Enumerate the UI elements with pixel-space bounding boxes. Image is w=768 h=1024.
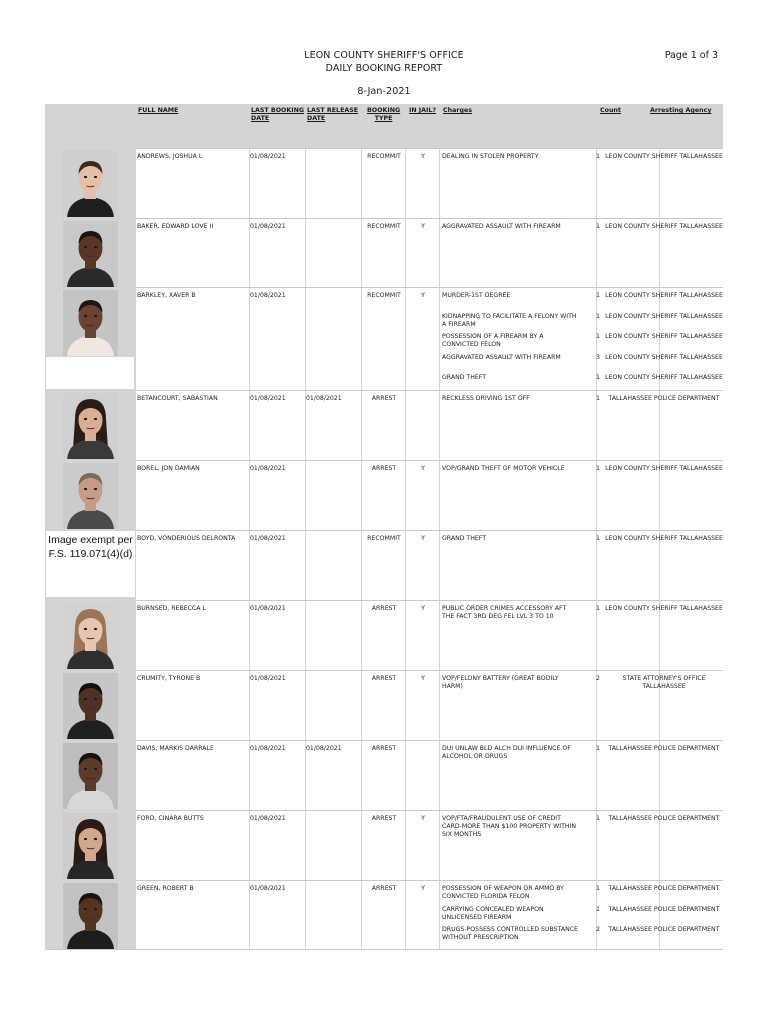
booking-type: RECOMMIT xyxy=(367,223,401,230)
mugshot-image xyxy=(63,743,118,809)
exempt-line-2: F.S. 119.071(4)(d) xyxy=(48,548,133,560)
mugshot-photo xyxy=(63,221,118,287)
booking-type: RECOMMIT xyxy=(367,535,401,542)
charge-count: 3 xyxy=(596,353,600,361)
mugshot-left-eye xyxy=(84,418,87,420)
row-cells xyxy=(136,460,723,531)
full-name: ANDREWS, JOSHUA L xyxy=(137,153,203,160)
charge-count: 1 xyxy=(596,153,600,160)
in-jail: Y xyxy=(421,605,425,612)
last-booking-date: 01/08/2021 xyxy=(250,745,286,752)
charge-count: 1 xyxy=(596,395,600,402)
col-in-jail: IN JAIL? xyxy=(409,107,437,114)
charge: KIDNAPPING TO FACILITATE A FELONY WITH A FIREARM xyxy=(442,312,577,328)
table-row xyxy=(45,287,723,390)
in-jail: Y xyxy=(421,223,425,230)
booking-type: ARREST xyxy=(371,395,397,402)
last-booking-date: 01/08/2021 xyxy=(250,395,286,402)
photo-cell xyxy=(45,600,136,670)
booking-table xyxy=(45,104,723,950)
mugshot-left-eye xyxy=(84,768,87,770)
mugshot-image xyxy=(63,883,118,949)
charge: POSSESSION OF A FIREARM BY A CONVICTED FELON xyxy=(442,333,544,348)
column-divider xyxy=(439,288,440,391)
last-booking-date: 01/08/2021 xyxy=(250,605,286,612)
exempt-line-1: Image exempt per xyxy=(48,534,133,546)
mugshot-image xyxy=(63,290,118,356)
photo-cell xyxy=(45,530,136,600)
arresting-agency: LEON COUNTY SHERIFF TALLAHASSEE xyxy=(605,535,723,542)
photo-cell xyxy=(45,810,136,880)
full-name: FORD, CINARA BUTTS xyxy=(137,815,204,822)
mugshot-right-eye xyxy=(94,768,97,770)
report-title: DAILY BOOKING REPORT xyxy=(325,63,443,74)
office-title: LEON COUNTY SHERIFF'S OFFICE xyxy=(304,50,464,61)
column-divider xyxy=(249,288,250,391)
col-last-release-date xyxy=(307,107,358,123)
full-name: BAKER, EDWARD LOVE II xyxy=(137,223,214,230)
col-last-release-line1: LAST RELEASE xyxy=(307,107,359,114)
column-divider xyxy=(305,219,306,288)
charge-count: 1 xyxy=(596,885,600,892)
table-row xyxy=(45,810,723,880)
mugshot-right-eye xyxy=(94,176,97,178)
column-divider xyxy=(439,881,440,950)
mugshot-image xyxy=(63,603,118,669)
charge-count: 1 xyxy=(596,292,600,299)
booking-type: ARREST xyxy=(371,815,397,822)
column-divider xyxy=(439,671,440,741)
booking-type: RECOMMIT xyxy=(367,292,401,299)
in-jail: Y xyxy=(421,292,425,299)
last-booking-date: 01/08/2021 xyxy=(250,153,286,160)
row-cells xyxy=(136,880,723,950)
charge-count: 1 xyxy=(596,333,600,340)
report-date: 8-Jan-2021 xyxy=(357,86,411,97)
column-divider xyxy=(305,671,306,741)
mugshot-right-eye xyxy=(94,838,97,840)
table-row xyxy=(45,460,723,530)
col-booking-line1: BOOKING xyxy=(367,107,401,114)
charge: MURDER-1ST DEGREE xyxy=(442,292,511,299)
arresting-agency: TALLAHASSEE POLICE DEPARTMENT xyxy=(608,745,720,752)
mugshot-photo xyxy=(63,883,118,949)
charge-count: 1 xyxy=(596,815,600,822)
charge: DUI UNLAW BLD ALCH DUI INFLUENCE OF ALCOHOL OR DRUGS xyxy=(442,745,571,760)
in-jail: Y xyxy=(421,815,425,822)
mugshot-image xyxy=(63,151,118,217)
blank-photo-area xyxy=(46,357,134,389)
last-booking-date: 01/08/2021 xyxy=(250,885,286,892)
table-row xyxy=(45,880,723,949)
arresting-agency: TALLAHASSEE POLICE DEPARTMENT xyxy=(608,815,720,822)
charge: VOP/FTA/FRAUDULENT USE OF CREDIT CARD-MORE THAN $100 PROPERTY WITHIN SIX MONTHS xyxy=(442,815,576,838)
arresting-agency: TALLAHASSEE POLICE DEPARTMENT xyxy=(608,926,720,933)
column-divider xyxy=(439,461,440,531)
col-last-booking-line1: LAST BOOKING xyxy=(251,107,305,114)
arresting-agency: LEON COUNTY SHERIFF TALLAHASSEE xyxy=(605,465,723,472)
col-last-booking-date xyxy=(251,107,304,123)
table-row xyxy=(45,530,723,600)
row-cells xyxy=(136,287,723,391)
in-jail: Y xyxy=(421,675,425,682)
table-row xyxy=(45,218,723,287)
charge-count: 1 xyxy=(596,745,600,752)
row-cells xyxy=(136,670,723,741)
photo-cell xyxy=(45,880,136,949)
column-divider xyxy=(439,391,440,461)
mugshot-left-eye xyxy=(84,628,87,630)
mugshot-left-eye xyxy=(84,176,87,178)
mugshot-right-eye xyxy=(94,698,97,700)
last-booking-date: 01/08/2021 xyxy=(250,815,286,822)
mugshot-right-eye xyxy=(94,628,97,630)
column-divider xyxy=(439,741,440,811)
mugshot-photo xyxy=(63,743,118,809)
row-cells xyxy=(136,600,723,671)
column-divider xyxy=(439,149,440,219)
col-charges: Charges xyxy=(443,107,472,114)
in-jail: Y xyxy=(421,465,425,472)
row-cells xyxy=(136,740,723,811)
full-name: BETANCOURT, SABASTIAN xyxy=(137,395,218,402)
mugshot-left-eye xyxy=(84,488,87,490)
last-release-date: 01/08/2021 xyxy=(306,745,342,752)
full-name: DAVIS, MARKIS DARRALE xyxy=(137,745,214,752)
booking-type: ARREST xyxy=(371,745,397,752)
column-divider xyxy=(439,811,440,881)
mugshot-left-eye xyxy=(84,246,87,248)
photo-cell xyxy=(45,287,136,390)
charge-count: 1 xyxy=(596,605,600,612)
last-booking-date: 01/08/2021 xyxy=(250,223,286,230)
table-row xyxy=(45,600,723,670)
in-jail: Y xyxy=(421,535,425,542)
column-divider xyxy=(305,601,306,671)
table-header xyxy=(45,104,723,148)
charge: GRAND THEFT xyxy=(442,535,487,542)
photo-cell xyxy=(45,148,136,218)
mugshot-right-eye xyxy=(94,488,97,490)
column-divider xyxy=(305,288,306,391)
column-divider xyxy=(305,531,306,601)
col-booking-type xyxy=(367,107,400,123)
full-name: BOREL, JON DAMIAN xyxy=(137,465,200,472)
full-name: BARKLEY, XAVER B xyxy=(137,292,196,299)
charge-count: 1 xyxy=(596,465,600,472)
mugshot-left-eye xyxy=(84,838,87,840)
last-booking-date: 01/08/2021 xyxy=(250,535,286,542)
mugshot-right-eye xyxy=(94,418,97,420)
row-cells xyxy=(136,148,723,219)
table-row xyxy=(45,390,723,460)
in-jail: Y xyxy=(421,885,425,892)
table-row xyxy=(45,148,723,218)
mugshot-photo xyxy=(63,673,118,739)
col-arresting-agency: Arresting Agency xyxy=(650,107,712,114)
column-divider xyxy=(439,601,440,671)
mugshot-image xyxy=(63,813,118,879)
mugshot-photo xyxy=(63,463,118,529)
column-divider xyxy=(305,811,306,881)
charge-count: 1 xyxy=(596,374,600,381)
mugshot-image xyxy=(63,393,118,459)
arresting-agency: LEON COUNTY SHERIFF TALLAHASSEE xyxy=(605,223,723,230)
mugshot-left-eye xyxy=(84,908,87,910)
last-release-date: 01/08/2021 xyxy=(306,395,342,402)
charge: VOP/FELONY BATTERY (GREAT BODILY HARM) xyxy=(442,675,559,690)
col-full-name: FULL NAME xyxy=(138,107,179,114)
mugshot-image xyxy=(63,221,118,287)
arresting-agency: LEON COUNTY SHERIFF TALLAHASSEE xyxy=(605,333,723,340)
charge: CARRYING CONCEALED WEAPON UNLICENSED FIREARM xyxy=(442,905,544,921)
arresting-agency: LEON COUNTY SHERIFF TALLAHASSEE xyxy=(605,353,723,361)
charge: RECKLESS DRIVING 1ST OFF xyxy=(442,395,530,402)
mugshot-photo xyxy=(63,393,118,459)
arresting-agency: TALLAHASSEE POLICE DEPARTMENT xyxy=(608,905,720,913)
charge-count: 1 xyxy=(596,312,600,320)
table-row xyxy=(45,740,723,810)
mugshot-photo xyxy=(63,813,118,879)
full-name: BOYD, VONDERIOUS DELRONTA xyxy=(137,535,236,542)
column-divider xyxy=(405,288,406,391)
mugshot-photo xyxy=(63,290,118,356)
full-name: CRUMITY, TYRONE B xyxy=(137,675,201,682)
mugshot-right-eye xyxy=(94,908,97,910)
arresting-agency: LEON COUNTY SHERIFF TALLAHASSEE xyxy=(605,605,723,612)
mugshot-left-eye xyxy=(84,315,87,317)
table-row xyxy=(45,670,723,740)
col-last-release-line2: DATE xyxy=(307,115,326,122)
row-cells xyxy=(136,530,723,601)
page-number: Page 1 of 3 xyxy=(664,50,718,61)
arresting-agency: STATE ATTORNEY'S OFFICE TALLAHASSEE xyxy=(622,675,706,690)
charge: AGGRAVATED ASSAULT WITH FIREARM xyxy=(442,223,561,230)
charge-count: 1 xyxy=(596,223,600,230)
photo-cell xyxy=(45,390,136,460)
photo-cell xyxy=(45,740,136,810)
charge: DRUGS-POSSESS CONTROLLED SUBSTANCE WITHOUT PRESCRIPTION xyxy=(442,926,578,941)
charge: PUBLIC ORDER CRIMES ACCESSORY AFT THE FACT 3RD DEG FEL LVL 3 TO 10 xyxy=(442,605,567,620)
column-divider xyxy=(439,531,440,601)
full-name: BURNSED, REBECCA L xyxy=(137,605,206,612)
mugshot-image xyxy=(63,673,118,739)
arresting-agency: LEON COUNTY SHERIFF TALLAHASSEE xyxy=(605,312,723,320)
photo-cell xyxy=(45,218,136,287)
full-name: GREEN, ROBERT B xyxy=(137,885,194,892)
photo-cell xyxy=(45,460,136,530)
row-cells xyxy=(136,810,723,881)
row-cells xyxy=(136,390,723,461)
last-booking-date: 01/08/2021 xyxy=(250,675,286,682)
column-divider xyxy=(361,288,362,391)
charge: GRAND THEFT xyxy=(442,374,487,381)
mugshot-image xyxy=(63,463,118,529)
arresting-agency: LEON COUNTY SHERIFF TALLAHASSEE xyxy=(605,374,723,381)
arresting-agency: LEON COUNTY SHERIFF TALLAHASSEE xyxy=(605,292,723,299)
photo-cell xyxy=(45,670,136,740)
column-divider xyxy=(305,461,306,531)
last-booking-date: 01/08/2021 xyxy=(250,292,286,299)
last-booking-date: 01/08/2021 xyxy=(250,465,286,472)
charge-count: 1 xyxy=(596,905,600,913)
booking-type: ARREST xyxy=(371,465,397,472)
image-exempt-notice xyxy=(46,531,135,597)
mugshot-left-eye xyxy=(84,698,87,700)
charge: VOP/GRAND THEFT OF MOTOR VEHICLE xyxy=(442,465,565,472)
arresting-agency: TALLAHASSEE POLICE DEPARTMENT xyxy=(608,885,720,892)
mugshot-photo xyxy=(63,603,118,669)
column-divider xyxy=(305,149,306,219)
mugshot-right-eye xyxy=(94,315,97,317)
col-last-booking-line2: DATE xyxy=(251,115,270,122)
in-jail: Y xyxy=(421,153,425,160)
booking-type: ARREST xyxy=(371,675,397,682)
charge: DEALING IN STOLEN PROPERTY xyxy=(442,153,539,160)
charge: AGGRAVATED ASSAULT WITH FIREARM xyxy=(442,353,561,361)
mugshot-right-eye xyxy=(94,246,97,248)
col-booking-line2: TYPE xyxy=(374,115,393,122)
row-cells xyxy=(136,218,723,288)
booking-type: RECOMMIT xyxy=(367,153,401,160)
charge: POSSESSION OF WEAPON OR AMMO BY CONVICTED FLORIDA FELON xyxy=(442,885,564,900)
charge-count: 2 xyxy=(596,675,600,682)
column-divider xyxy=(305,881,306,950)
col-count: Count xyxy=(600,107,621,114)
booking-type: ARREST xyxy=(371,885,397,892)
arresting-agency: TALLAHASSEE POLICE DEPARTMENT xyxy=(608,395,720,402)
charge-count: 2 xyxy=(596,926,600,933)
arresting-agency: LEON COUNTY SHERIFF TALLAHASSEE xyxy=(605,153,723,160)
mugshot-photo xyxy=(63,151,118,217)
booking-type: ARREST xyxy=(371,605,397,612)
column-divider xyxy=(439,219,440,288)
charge-count: 1 xyxy=(596,535,600,542)
